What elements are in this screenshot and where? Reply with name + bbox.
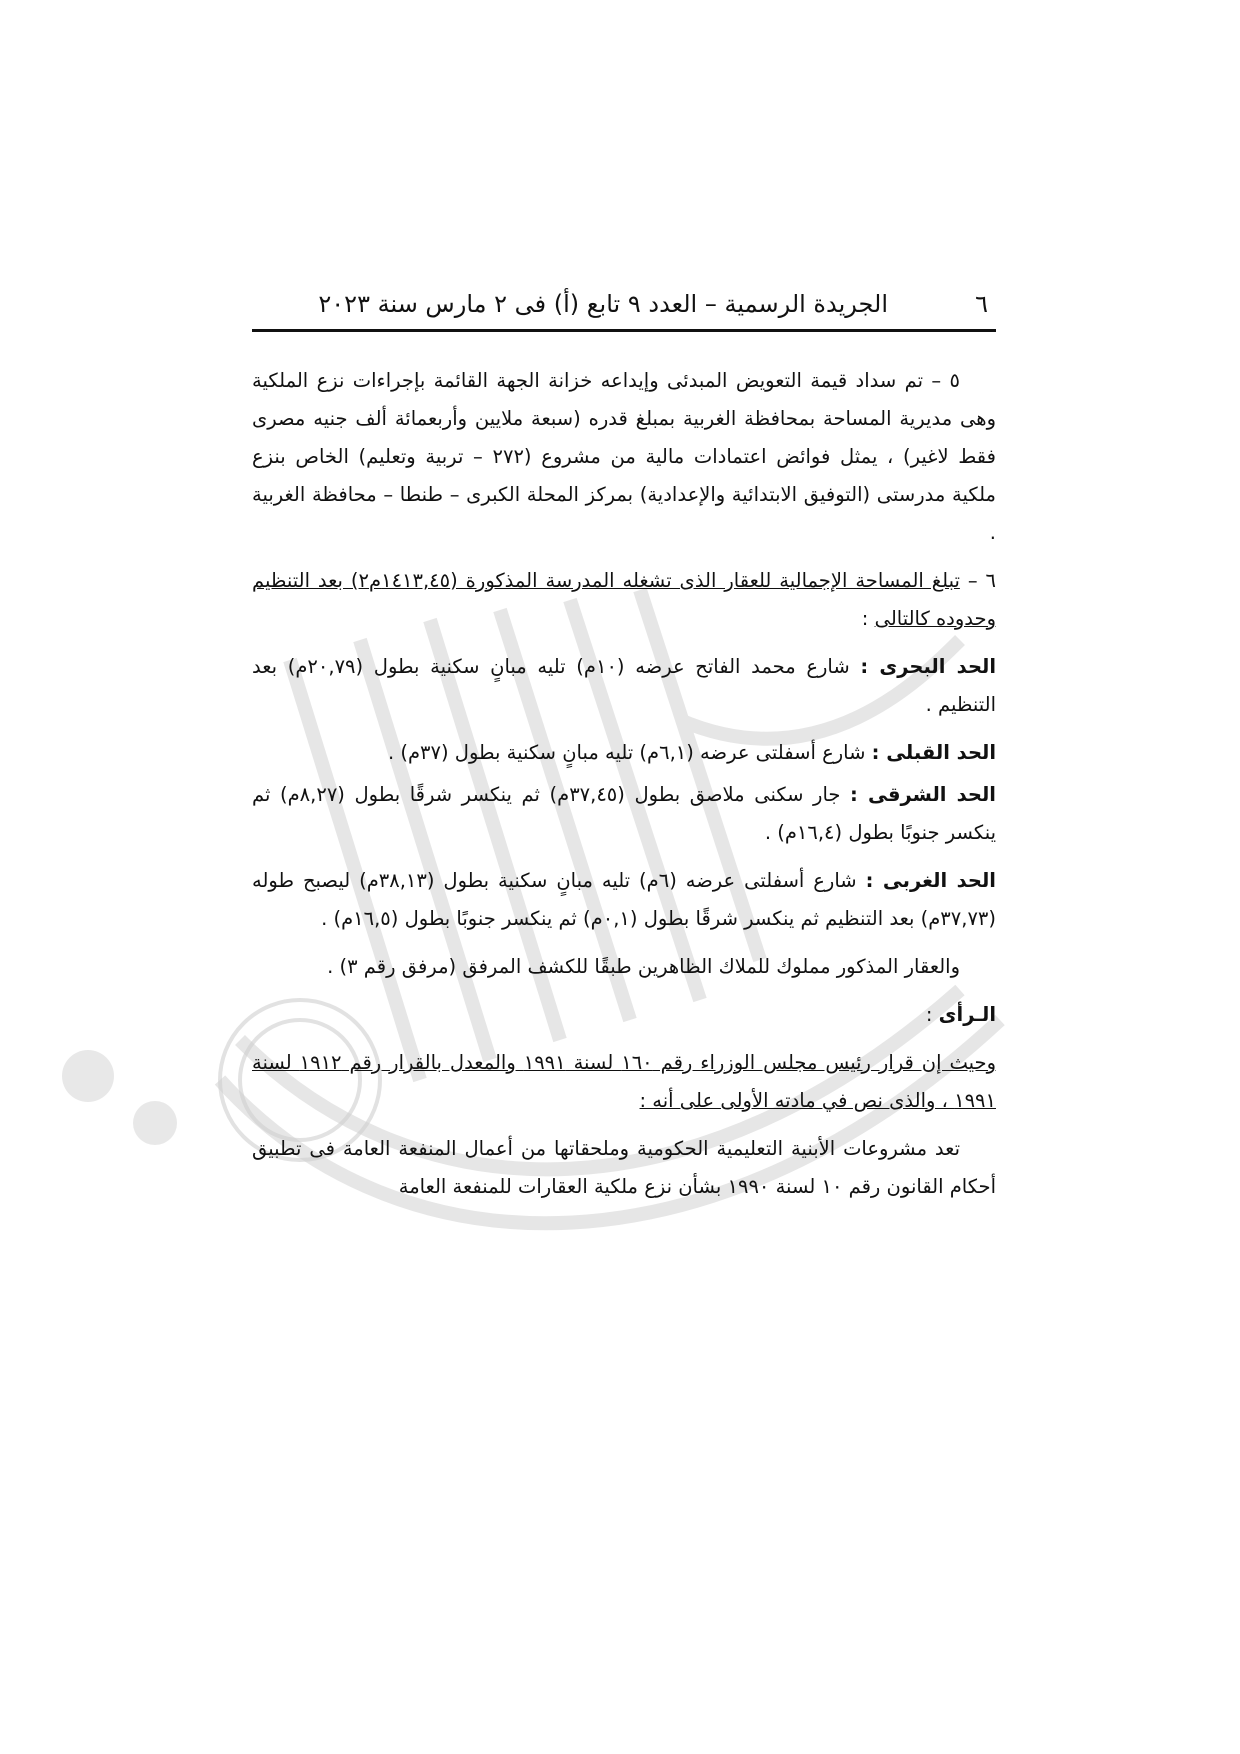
item-number: ٦ – — [959, 569, 996, 592]
boundary-west-text: شارع أسفلتى عرضه (٦م) تليه مبانٍ سكنية بطول (٣٨,١٣م) ليصبح طوله (٣٧,٧٣م) بعد التنظيم ثم ينكسر شرقًا بطول (٠,١م) ثم ينكسر جنوبًا بطول (١٦,٥م) . — [252, 869, 996, 930]
opinion-heading-text: الـرأى — [938, 1003, 996, 1026]
boundary-south-label: الحد القبلى : — [871, 741, 996, 764]
paragraph-whereas: وحيث إن قرار رئيس مجلس الوزراء رقم ١٦٠ لسنة ١٩٩١ والمعدل بالقرار رقم ١٩١٢ لسنة ١٩٩١ ، والذى نص في مادته الأولى على أنه : — [252, 1051, 996, 1112]
page-number: ٦ — [975, 290, 988, 318]
opinion-heading — [252, 996, 996, 1034]
paragraph-article: تعد مشروعات الأبنية التعليمية الحكومية وملحقاتها من أعمال المنفعة العامة فى تطبيق أحكام القانون رقم ١٠ لسنة ١٩٩٠ بشأن نزع ملكية العقارات للمنفعة العامة — [252, 1137, 996, 1198]
boundary-north-label: الحد البحرى : — [860, 655, 997, 678]
opinion-heading-colon: : — [925, 1003, 939, 1026]
boundary-east-label: الحد الشرقى : — [850, 783, 996, 806]
area-statement: تبلغ المساحة الإجمالية للعقار الذى تشغله المدرسة المذكورة (١٤١٣,٤٥م٢) بعد التنظيم وحدوده كالتالى — [252, 569, 996, 630]
boundary-south-text: شارع أسفلتى عرضه (٦,١م) تليه مبانٍ سكنية بطول (٣٧م) . — [387, 741, 872, 764]
paragraph-compensation: ٥ – تم سداد قيمة التعويض المبدئى وإيداعه خزانة الجهة القائمة بإجراءات نزع الملكية وهى مديرية المساحة بمحافظة الغربية بمبلغ قدره (سبعة ملايين وأربعمائة ألف جنيه مصرى فقط لاغير) ، يمثل فوائض اعتمادات مالية من مشروع (٢٧٢ – تربية وتعليم) الخاص بنزع ملكية مدرستى (التوفيق الابتدائية والإعدادية) بمركز المحلة الكبرى – طنطا – محافظة الغربية . — [252, 369, 996, 544]
boundary-north — [252, 648, 996, 724]
header-divider — [252, 329, 996, 332]
boundary-west-label: الحد الغربى : — [865, 869, 996, 892]
boundary-east-text: جار سكنى ملاصق بطول (٣٧,٤٥م) ثم ينكسر شرقًا بطول (٨,٢٧م) ثم ينكسر جنوبًا بطول (١٦,٤م) . — [252, 783, 996, 844]
paragraph-area — [252, 562, 996, 638]
boundary-east — [252, 776, 996, 852]
boundary-south — [252, 734, 996, 772]
area-colon: : — [861, 607, 875, 630]
document-body — [252, 362, 996, 1222]
boundary-north-text: شارع محمد الفاتح عرضه (١٠م) تليه مبانٍ سكنية بطول (٢٠,٧٩م) بعد التنظيم . — [252, 655, 996, 716]
boundary-west — [252, 862, 996, 938]
page-header — [252, 284, 996, 330]
gazette-title: الجريدة الرسمية – العدد ٩ تابع (أ) فى ٢ مارس سنة ٢٠٢٣ — [318, 290, 888, 318]
paragraph-owners: والعقار المذكور مملوك للملاك الظاهرين طبقًا للكشف المرفق (مرفق رقم ٣) . — [327, 955, 960, 978]
